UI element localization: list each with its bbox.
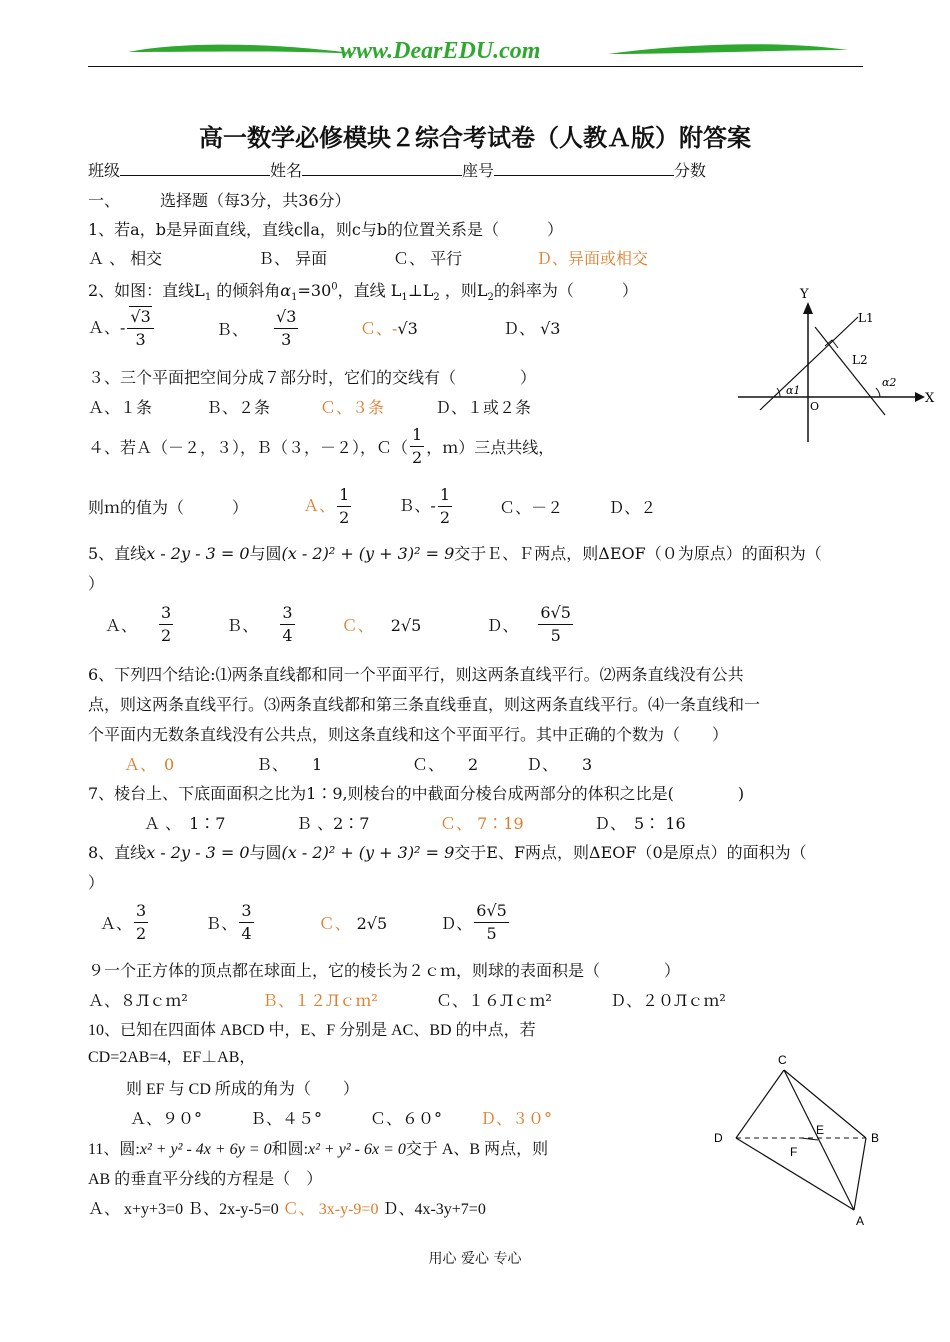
info-line (88, 158, 706, 181)
page-title: 高一数学必修模块２综合考试卷（人教Ａ版）附答案 (199, 123, 751, 152)
q4-option-b[interactable]: Ｂ、- $\frac{1}{2}$ (398, 485, 451, 527)
q5-stem: 5、直线x - 2y - 3 = 0与圆(x - 2)² + (y + 3)² = 9交于Ｅ、Ｆ两点，则ΔEOF（０为原点）的面积为（ (88, 544, 822, 563)
seat-blank[interactable] (494, 161, 674, 176)
q6-line3: 个平面内无数条直线没有公共点，则这条直线和这个平面平行。其中正确的个数为（ ） (88, 725, 729, 744)
q6-option-d[interactable]: Ｄ、 3 (526, 755, 593, 774)
figure-tetrahedron (706, 1050, 891, 1230)
class-label: 班级 (88, 161, 121, 180)
figure-lines-graph (730, 282, 940, 447)
q1-option-d-answer[interactable]: Ｄ、异面或相交 (536, 249, 649, 268)
q4-stem2: 则ｍ的值为（ ） (88, 498, 249, 517)
q2-option-c-answer[interactable]: Ｃ、-√3 (360, 319, 418, 338)
seat-label: 座号 (462, 161, 495, 180)
q4-option-c[interactable]: Ｃ、－２ (499, 498, 564, 517)
q2-stem: 2、如图：直线$L_1$ 的倾斜角$\alpha_1=30^0$，直线 $L_1\perp L_2$ ，则$L_2$的斜率为（ ） (88, 281, 638, 304)
q5-option-b[interactable]: Ｂ、 $\frac{3}{4}$ (226, 603, 293, 645)
fig2-c-label: C (778, 1053, 787, 1067)
q3-option-a[interactable]: Ａ、１条 (88, 398, 153, 417)
fig1-alpha1-label: α1 (786, 384, 801, 397)
q8-options (100, 900, 511, 945)
fig2-a-label: A (856, 1214, 865, 1228)
q7-option-a[interactable]: Ａ 、 1∶7 (144, 814, 226, 833)
section-label: 选择题（每3分，共36分） (160, 191, 351, 210)
q4-stem: ４、若Ａ（－２，３），Ｂ（３，－２），Ｃ（ $\frac{1}{2}$ ，ｍ）三点共线， (88, 425, 555, 467)
q3-option-b[interactable]: Ｂ、２条 (206, 398, 271, 417)
q9-option-b-answer[interactable]: Ｂ、１２Лｃｍ² (262, 991, 378, 1010)
q11-option-c-answer[interactable]: Ｃ、 3x-y-9=0 (282, 1201, 379, 1218)
q4-option-d[interactable]: Ｄ、２ (608, 498, 657, 517)
q6-option-a-answer[interactable]: Ａ、 0 (124, 755, 175, 774)
q11-option-b[interactable]: Ｂ、2x-y-5=0 (187, 1201, 279, 1218)
fig1-y-label: Y (800, 287, 809, 302)
q9-options (88, 988, 726, 1011)
q1-stem: 1、若a，b是异面直线，直线c∥a，则c与b的位置关系是（ ） (88, 220, 564, 239)
fig1-alpha2-label: α2 (882, 376, 897, 389)
banner-swoosh-right (608, 40, 848, 64)
q5-option-c-answer[interactable]: Ｃ、 2√5 (341, 616, 422, 635)
q2-option-d[interactable]: Ｄ、 √3 (503, 319, 561, 338)
q10-line2: CD=2AB=4，EF⊥AB， (88, 1049, 256, 1066)
q5-option-a[interactable]: Ａ、 $\frac{3}{2}$ (105, 603, 172, 645)
q8-option-c-answer[interactable]: Ｃ、 2√5 (318, 914, 388, 933)
q6-option-b[interactable]: Ｂ、 1 (256, 755, 323, 774)
fig2-f-label: F (790, 1145, 798, 1159)
q10-line3: 则 EF 与 CD 所成的角为（ ） (126, 1081, 359, 1098)
name-blank[interactable] (302, 161, 462, 176)
fig1-l1-label: L1 (858, 311, 874, 325)
header-banner (88, 36, 863, 66)
q6-option-c[interactable]: Ｃ、 2 (412, 755, 479, 774)
q11-option-d[interactable]: Ｄ、4x-3y+7=0 (382, 1201, 486, 1218)
q1-options (88, 246, 649, 269)
section-heading (88, 188, 351, 211)
q10-options (130, 1106, 553, 1129)
q7-option-c-answer[interactable]: Ｃ、 7∶19 (440, 814, 524, 833)
q5-options (105, 602, 575, 647)
q9-stem: ９一个正方体的顶点都在球面上，它的棱长为２ｃｍ，则球的表面积是（ ） (88, 961, 681, 980)
q9-option-a[interactable]: Ａ、８Лｃｍ² (88, 991, 188, 1010)
fig1-x-label: X (925, 391, 935, 406)
q8-option-a[interactable]: Ａ、 $\frac{3}{2}$ (100, 901, 147, 943)
section-number: 一、 (88, 191, 121, 210)
q11-line2: AB 的垂直平分线的方程是（ ） (88, 1171, 323, 1188)
q10-option-d-answer[interactable]: Ｄ、３０° (480, 1109, 553, 1128)
q10-option-c[interactable]: Ｃ、６０° (370, 1109, 443, 1128)
banner-swoosh-left (128, 40, 358, 64)
q7-stem: 7、棱台上、下底面面积之比为1∶9,则棱台的中截面分棱台成两部分的体积之比是( ) (88, 784, 745, 803)
q7-option-d[interactable]: Ｄ、 5∶ 16 (594, 814, 686, 833)
q9-option-d[interactable]: Ｄ、２０Лｃｍ² (610, 991, 726, 1010)
q1-option-a[interactable]: Ａ 、 相交 (88, 249, 163, 268)
header-rule (88, 66, 863, 67)
q3-option-d[interactable]: Ｄ、１或２条 (435, 398, 532, 417)
fig2-e-label: E (816, 1123, 825, 1137)
fig2-b-label: B (871, 1131, 880, 1145)
q6-line1: 6、下列四个结论:⑴两条直线都和同一个平面平行，则这两条直线平行。⑵两条直线没有公共 (88, 665, 744, 684)
q10-line1: 10、已知在四面体 ABCD 中，E、F 分别是 AC、BD 的中点，若 (88, 1022, 536, 1039)
site-logo-text: www.DearEDU.com (340, 38, 541, 64)
score-label: 分数 (674, 161, 707, 180)
q2-option-a[interactable]: Ａ、- $\frac{√3}{3}$ (88, 318, 156, 337)
q5-stem-close: ） (88, 574, 105, 593)
q3-stem: ３、三个平面把空间分成７部分时，它们的交线有（ ） (88, 368, 537, 387)
q1-option-c[interactable]: Ｃ、 平行 (393, 249, 463, 268)
q11-line1: 11、圆:x² + y² - 4x + 6y = 0和圆:x² + y² - 6x = 0交于 A、B 两点，则 (88, 1141, 549, 1158)
q11-option-a[interactable]: Ａ、 x+y+3=0 (88, 1201, 184, 1218)
q8-stem: 8、直线x - 2y - 3 = 0与圆(x - 2)² + (y + 3)² = 9交于E、F两点，则ΔEOF（0是原点）的面积为（ (88, 843, 807, 862)
fig1-origin-label: O (810, 400, 820, 413)
q6-line2: 点，则这两条直线平行。⑶两条直线都和第三条直线垂直，则这两条直线平行。⑷一条直线和一 (88, 695, 761, 714)
q2-option-b[interactable]: Ｂ、 $\frac{√3}{3}$ (216, 307, 297, 349)
q7-options (144, 811, 686, 834)
q10-option-a[interactable]: Ａ、９０° (130, 1109, 203, 1128)
q5-option-d[interactable]: Ｄ、 $\frac{6√5}{5}$ (486, 603, 571, 645)
class-blank[interactable] (120, 161, 270, 176)
q6-options (124, 752, 593, 775)
q8-option-d[interactable]: Ｄ、 $\frac{6√5}{5}$ (440, 901, 507, 943)
q9-option-c[interactable]: Ｃ、１６Лｃｍ² (436, 991, 552, 1010)
q8-stem-close: ） (88, 873, 105, 892)
fig2-d-label: D (714, 1131, 723, 1145)
q10-option-b[interactable]: Ｂ、４５° (250, 1109, 323, 1128)
q1-option-b[interactable]: Ｂ、 异面 (258, 249, 328, 268)
q7-option-b[interactable]: Ｂ 、2∶7 (296, 814, 370, 833)
fig1-l2-label: L2 (852, 353, 868, 367)
q2-options (88, 306, 561, 351)
q3-options (88, 395, 532, 418)
q4-options (88, 484, 656, 529)
page-footer: 用心 爱心 专心 (428, 1251, 522, 1267)
q11-options (88, 1196, 486, 1219)
name-label: 姓名 (270, 161, 303, 180)
q4-option-a-answer[interactable]: Ａ、 $\frac{1}{2}$ (303, 485, 350, 527)
q3-option-c-answer[interactable]: Ｃ、３条 (320, 398, 385, 417)
q8-option-b[interactable]: Ｂ、 $\frac{3}{4}$ (205, 901, 252, 943)
